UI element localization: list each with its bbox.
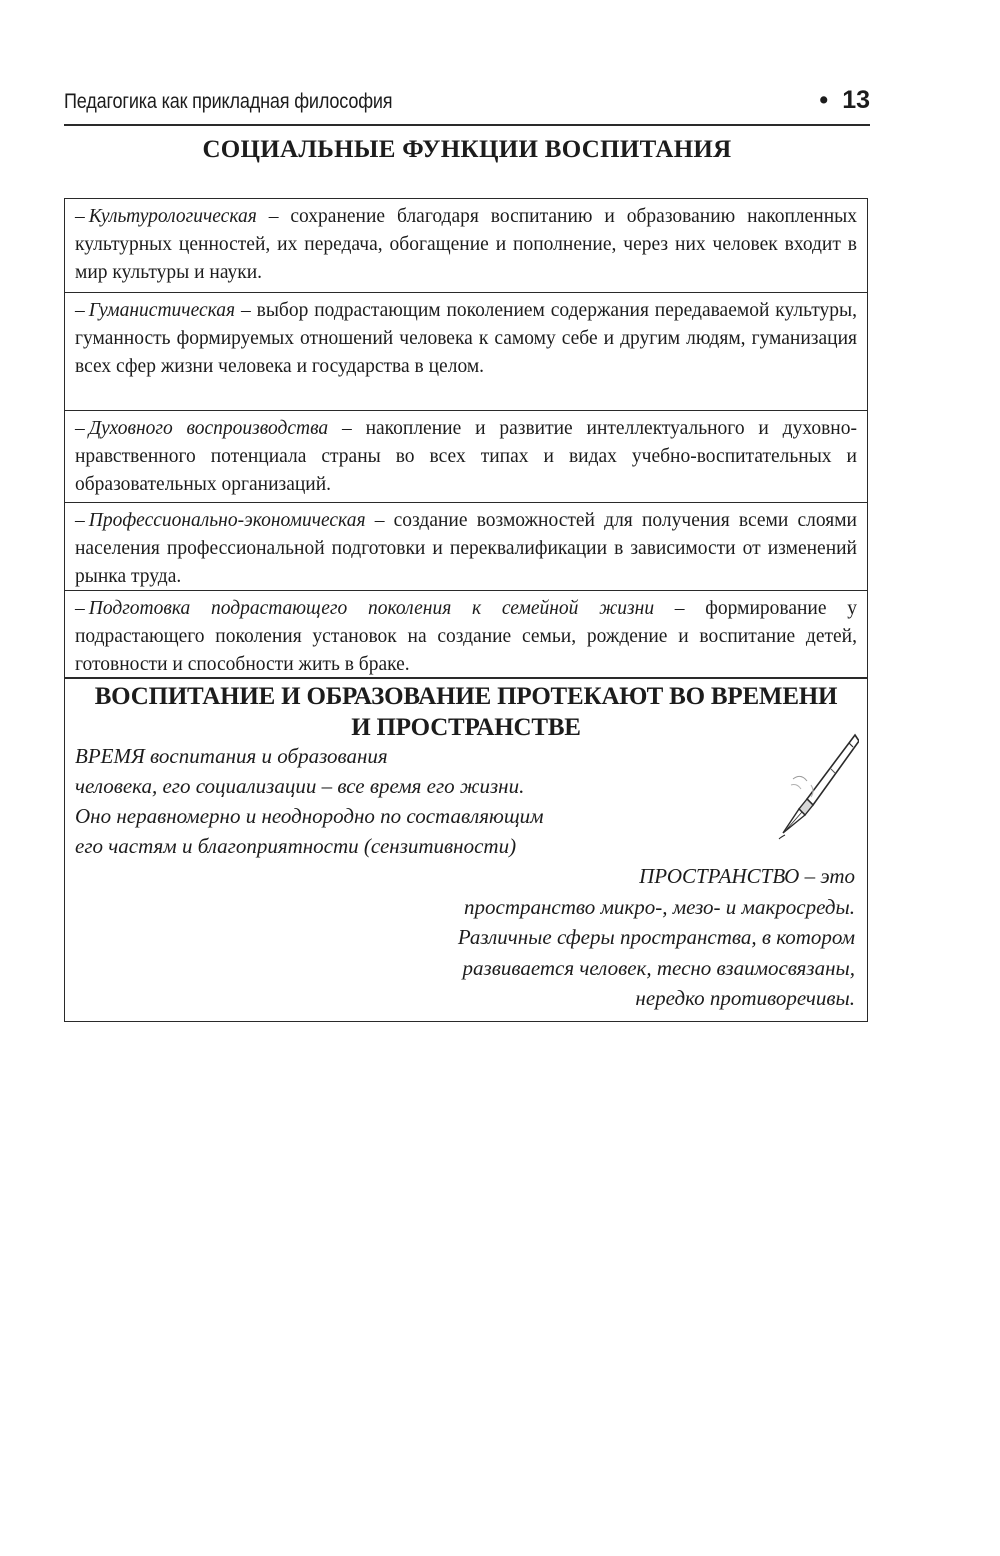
time-space-title [65, 681, 867, 743]
time-line: Оно неравномерно и неоднородно по составляющим [75, 804, 544, 828]
time-line: ВРЕМЯ воспитания и образования [75, 744, 388, 768]
function-item-professional [65, 503, 867, 591]
function-item-culturological [65, 199, 867, 293]
time-space-section [65, 679, 867, 1021]
function-item-humanistic [65, 293, 867, 411]
function-item-family [65, 591, 867, 679]
space-line: ПРОСТРАНСТВО – это [639, 864, 855, 888]
running-title: Педагогика как прикладная философия [64, 90, 393, 113]
item-dash: – [75, 300, 85, 321]
space-line: развивается человек, тесно взаимосвязаны, [462, 955, 855, 980]
running-header [64, 84, 870, 126]
item-dash: – [75, 510, 85, 531]
space-line: нередко противоречивы. [635, 986, 855, 1010]
page-number: 13 [842, 86, 870, 114]
function-description: – выбор подрастающим поколением содержания передаваемой культуры, гуманность формируемых отношений человека к самому себе и другим людям, гуманизация всех сфер жизни человека и государства в целом. [75, 300, 857, 377]
fountain-pen-icon [771, 733, 859, 841]
functions-list [65, 199, 867, 679]
function-term: Культурологическая [88, 206, 257, 227]
function-description: – накопление и развитие интеллектуального и духовно-нравственного потенциала страны во всех типах и видах учебно-воспитательных и образовательных организаций. [75, 418, 857, 495]
time-paragraph [75, 741, 544, 861]
space-paragraph [458, 861, 855, 1014]
function-description: – сохранение благодаря воспитанию и образованию накопленных культурных ценностей, их передача, обогащение и пополнение, через них человек входит в мир культуры и науки. [75, 206, 857, 283]
function-term: Профессионально-экономическая [88, 510, 366, 531]
space-line: пространство микро-, мезо- и макросреды. [464, 894, 855, 919]
page-number-block [819, 86, 870, 115]
function-term: Гуманистическая [88, 300, 236, 321]
page-dot: • [819, 86, 829, 114]
item-dash: – [75, 598, 85, 619]
time-line: человека, его социализации – все время его жизни. [75, 774, 525, 798]
function-description: – формирование у подрастающего поколения установок на создание семьи, рождение и воспитание детей, готовности и способности жить в браке. [75, 598, 858, 675]
function-item-spiritual [65, 411, 867, 503]
functions-frame [64, 198, 868, 1022]
section-title: СОЦИАЛЬНЫЕ ФУНКЦИИ ВОСПИТАНИЯ [202, 136, 732, 163]
time-space-title-line-1: ВОСПИТАНИЕ И ОБРАЗОВАНИЕ ПРОТЕКАЮТ ВО ВРЕМЕНИ [94, 683, 838, 710]
time-line: его частям и благоприятности (сензитивности) [75, 834, 517, 858]
function-description: – создание возможностей для получения всеми слоями населения профессиональной подготовки и переквалификации в зависимости от изменений рынка труда. [75, 510, 857, 587]
function-term: Подготовка подрастающего поколения к семейной жизни [88, 598, 655, 619]
space-line: Различные сферы пространства, в котором [457, 925, 855, 949]
time-space-title-line-2: И ПРОСТРАНСТВЕ [351, 714, 581, 741]
item-dash: – [75, 206, 85, 227]
item-dash: – [75, 418, 85, 439]
function-term: Духовного воспроизводства [88, 418, 329, 439]
